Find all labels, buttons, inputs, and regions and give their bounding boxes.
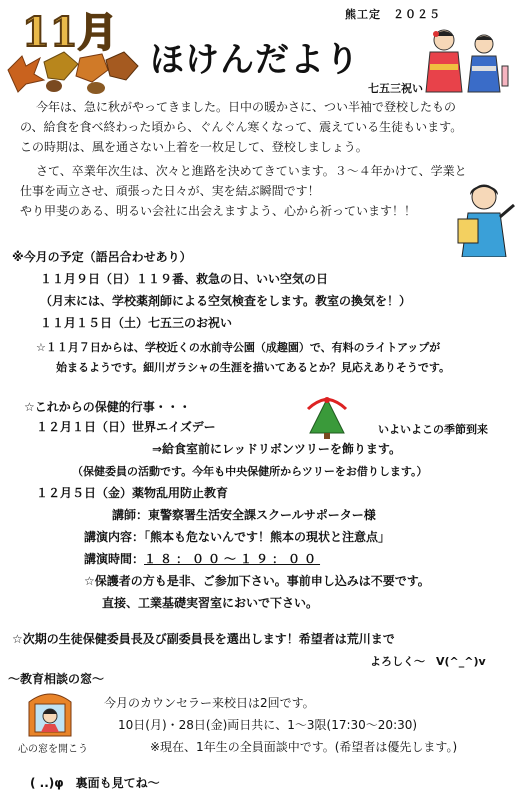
- intro-line-6: やり甲斐のある、明るい会社に出会えますよう、心から祈っています！！: [20, 204, 417, 218]
- lecturer-label: 講師：: [112, 508, 149, 522]
- intro-line-4: さて、卒業年次生は、次々と進路を決めてきています。３～４年かけて、学業と: [36, 164, 467, 178]
- intro-line-1: 今年は、急に秋がやってきました。日中の暖かさに、つい半袖で登校したもの: [36, 100, 457, 114]
- month-badge: [4, 0, 142, 96]
- teacher-illustration: [454, 183, 518, 257]
- committee-line-1: ☆次期の生徒保健委員長及び副委員長を選出します！希望者は荒川まで: [12, 632, 395, 646]
- schedule-line-1: １１月９日（日）１１９番、救急の日、いい空気の日: [40, 272, 329, 286]
- aids-line-3: （保健委員の活動です。今年も中央保健所からツリーをお借りします。）: [72, 465, 428, 478]
- guardian-note: ☆保護者の方も是非、ご参加下さい。事前申し込みは不要です。: [84, 574, 430, 588]
- lecture-time-row: [84, 550, 320, 569]
- red-ribbon-tree-icon: [298, 395, 356, 441]
- lecturer-value: 東警察署生活安全課スクールサポーター様: [148, 508, 376, 522]
- back-page-note: ( ..)φ 裏面も見てね～: [30, 776, 160, 790]
- school-label: 熊工定 ２０２５: [345, 8, 441, 21]
- month-text: 11月: [22, 9, 118, 56]
- counsel-heading: ～教育相談の窓～: [8, 672, 105, 686]
- open-window-icon: [25, 688, 75, 738]
- content-label: 講演内容：: [84, 530, 145, 544]
- committee-line-2: よろしく～ V(^_^)v: [370, 655, 486, 668]
- shichigosan-children-icon: [420, 26, 510, 96]
- aids-line-2: ⇒給食室前にレッドリボンツリーを飾ります。: [152, 442, 401, 456]
- schedule-line-3: １１月１５日（土）七五三のお祝い: [40, 316, 233, 330]
- aids-season-note: いよいよこの季節到来: [378, 423, 488, 436]
- content-value: 「熊本も危ないんです！熊本の現状と注意点」: [144, 530, 391, 544]
- window-caption: 心の窓を開こう: [18, 744, 88, 755]
- time-value: １８：００～１９：００: [144, 552, 321, 566]
- schedule-heading: ※今月の予定（語呂合わせあり）: [12, 250, 192, 264]
- schedule-line-2: （月末には、学校薬剤師による空気検査をします。教室の換気を！）: [40, 294, 412, 308]
- place-note: 直接、工業基礎実習室においで下さい。: [102, 596, 319, 610]
- aids-day-line: １２月１日（日）世界エイズデー: [36, 420, 216, 434]
- time-label: 講演時間：: [84, 552, 145, 566]
- newsletter-title: ほけんだより: [150, 40, 360, 80]
- intro-line-2: の、給食を食べ終わった頃から、ぐんぐん寒くなって、震えている生徒もいます。: [20, 120, 463, 134]
- autumn-leaves-icon: [8, 52, 138, 94]
- subtitle-caption: 七五三祝い: [368, 82, 423, 95]
- counsel-line-3: ※現在、1年生の全員面談中です。(希望者は優先します。): [150, 740, 458, 754]
- intro-line-5: 仕事を両立させ、頑張った日々が、実を結ぶ瞬間です！: [20, 184, 320, 198]
- counsel-line-1: 今月のカウンセラー来校日は2回です。: [104, 696, 315, 710]
- drug-education-line: １２月５日（金）薬物乱用防止教育: [36, 486, 229, 500]
- lecturer-row: [112, 506, 376, 525]
- lecture-content-row: [84, 528, 390, 547]
- intro-line-3: この時期は、風を通さない上着を一枚足して、登校しましょう。: [20, 140, 368, 154]
- counsel-line-2: 10日(月)・28日(金)両日共に、1～3限(17:30～20:30): [118, 718, 418, 732]
- schedule-line-4: ☆１１月７日からは、学校近くの水前寺公園（成趣園）で、有料のライトアップが: [36, 341, 441, 354]
- schedule-line-5: 始まるようです。細川ガラシャの生涯を描いてあるとか？見応えありそうです。: [56, 361, 451, 374]
- events-heading: ☆これからの保健的行事・・・: [24, 400, 191, 414]
